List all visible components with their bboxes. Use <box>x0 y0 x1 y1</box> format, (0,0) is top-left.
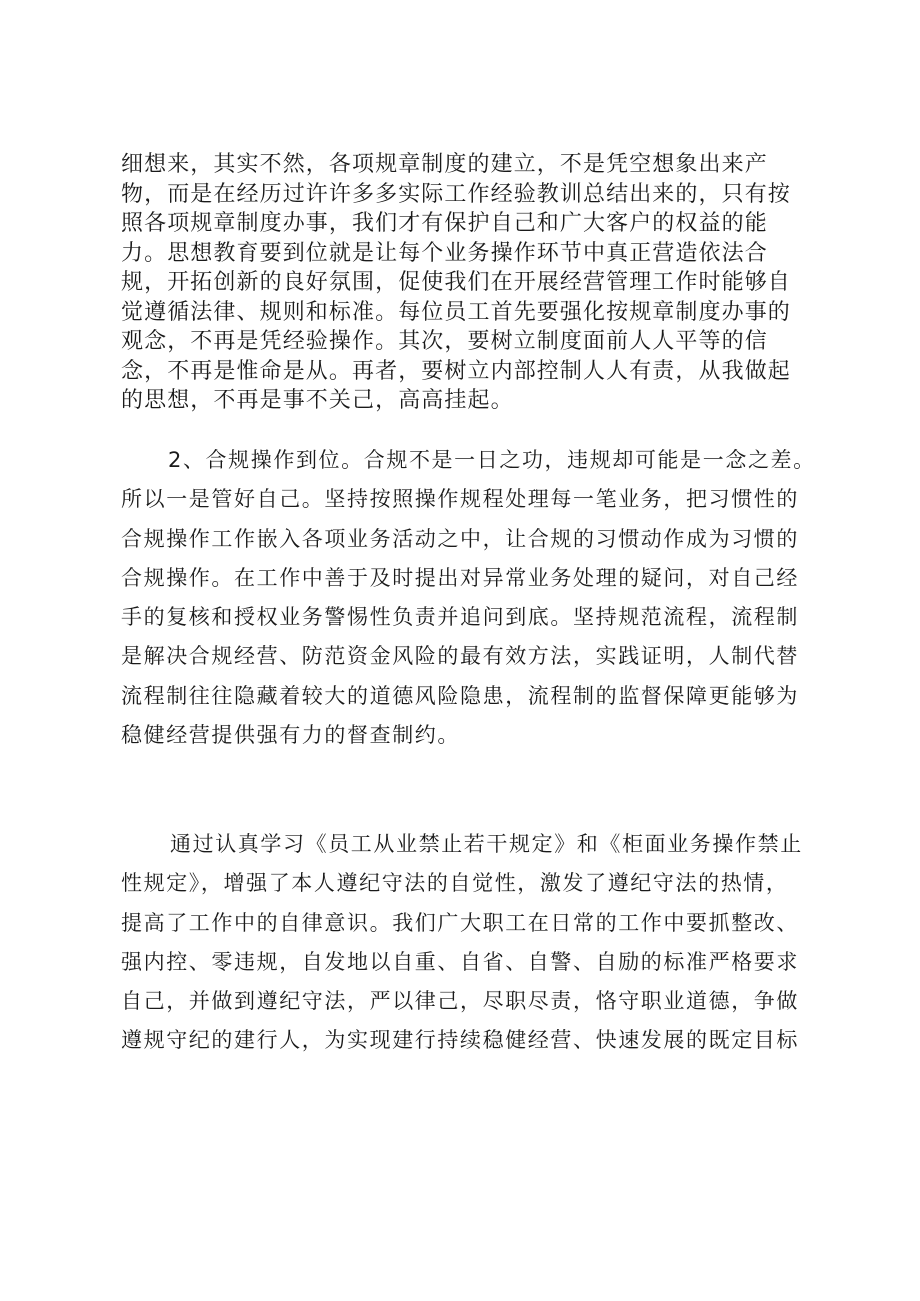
paragraph-3 <box>121 825 803 1061</box>
text-line: 物，而是在经历过许许多多实际工作经验教训总结出来的，只有按 <box>121 181 791 207</box>
text-line: 力。思想教育要到位就是让每个业务操作环节中真正营造依法合 <box>121 240 768 266</box>
text-line: 强内控、零违规，自发地以自重、自省、自警、自励的标准严格要求 <box>121 949 799 974</box>
text-line: 念，不再是惟命是从。再者，要树立内部控制人人有责，从我做起 <box>121 358 791 384</box>
text-line: 观念，不再是凭经验操作。其次，要树立制度面前人人平等的信 <box>121 329 768 354</box>
text-line: 性规定》，增强了本人遵纪守法的自觉性，激发了遵纪守法的热情， <box>121 871 789 896</box>
text-line: 稳健经营提供强有力的督查制约。 <box>121 723 460 748</box>
text-line: 是解决合规经营、防范资金风险的最有效方法，实践证明，人制代替 <box>121 644 799 669</box>
text-line: 2、合规操作到位。合规不是一日之功，违规却可能是一念之差。 <box>168 448 816 472</box>
text-line: 流程制往往隐藏着较大的道德风险隐患，流程制的监督保障更能够为 <box>121 683 799 708</box>
paragraph-1 <box>121 150 791 416</box>
text-line: 手的复核和授权业务警惕性负责并追问到底。坚持规范流程，流程制 <box>121 605 799 630</box>
text-line: 规，开拓创新的良好氛围，促使我们在开展经营管理工作时能够自 <box>121 270 791 295</box>
text-line: 通过认真学习《员工从业禁止若干规定》和《柜面业务操作禁止 <box>170 832 803 856</box>
text-line: 所以一是管好自己。坚持按照操作规程处理每一笔业务，把习惯性的 <box>121 487 799 512</box>
text-line: 合规操作工作嵌入各项业务活动之中，让合规的习惯动作成为习惯的 <box>121 526 799 551</box>
text-line: 合规操作。在工作中善于及时提出对异常业务处理的疑问，对自己经 <box>121 565 799 590</box>
paragraph-2 <box>121 441 816 755</box>
text-line: 自己，并做到遵纪守法，严以律己，尽职尽责，恪守职业道德，争做 <box>121 989 799 1014</box>
text-line: 觉遵循法律、规则和标准。每位员工首先要强化按规章制度办事的 <box>121 299 791 325</box>
text-line: 遵规守纪的建行人，为实现建行持续稳健经营、快速发展的既定目标 <box>121 1028 799 1053</box>
text-line: 的思想，不再是事不关己，高高挂起。 <box>121 388 514 413</box>
text-line: 细想来，其实不然，各项规章制度的建立，不是凭空想象出来产 <box>121 152 768 177</box>
text-line: 提高了工作中的自律意识。我们广大职工在日常的工作中要抓整改、 <box>121 910 799 935</box>
text-line: 照各项规章制度办事，我们才有保护自己和广大客户的权益的能 <box>121 211 768 236</box>
